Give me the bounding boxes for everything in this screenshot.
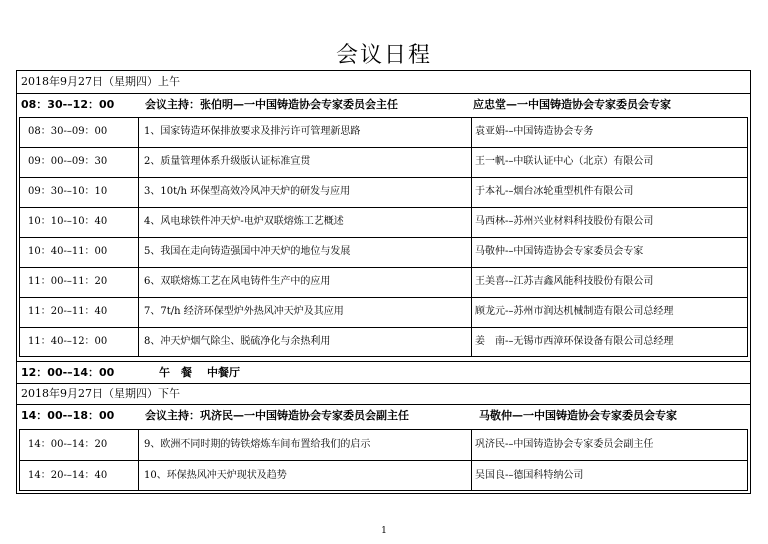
schedule-frame [16,70,751,494]
divider [17,93,750,94]
morning-table [19,117,748,357]
lunch-label: 午 餐 [159,366,192,379]
morning-cohost: 应忠堂—一中国铸造协会专家委员会专家 [473,98,671,111]
row-speaker: 王美喜-–江苏吉鑫风能科技股份有限公司 [475,276,654,287]
row-time: 10：10-–10：40 [28,216,108,227]
afternoon-date: 2018年9月27日（星期四）下午 [21,387,180,400]
divider [17,361,750,362]
lunch-time: 12：00-–14：00 [21,366,115,379]
row-topic: 4、风电球铁件冲天炉-电炉双联熔炼工艺概述 [144,216,344,227]
row-time: 09：00-–09：30 [28,156,108,167]
row-time: 10：40-–11：00 [28,246,108,257]
row-speaker: 袁亚娟-–中国铸造协会专务 [475,126,594,137]
row-topic: 6、双联熔炼工艺在风电铸件生产中的应用 [144,276,331,287]
afternoon-table [19,429,748,491]
row-topic: 7、7t/h 经济环保型炉外热风冲天炉及其应用 [144,306,344,317]
row-speaker: 王一帆-–中联认证中心（北京）有限公司 [475,156,654,167]
row-speaker: 于本礼-–烟台冰轮重型机件有限公司 [475,186,634,197]
afternoon-cohost: 马敬仲—一中国铸造协会专家委员会专家 [479,409,677,422]
lunch-place: 中餐厅 [207,366,240,379]
row-topic: 8、冲天炉烟气除尘、脱硫净化与余热利用 [144,336,331,347]
morning-host: 会议主持：张伯明—一中国铸造协会专家委员会主任 [145,98,398,111]
row-divider [20,207,747,208]
row-time: 09：30-–10：10 [28,186,108,197]
row-speaker: 巩济民-–中国铸造协会专家委员会副主任 [475,439,654,450]
row-topic: 3、10t/h 环保型高效冷风冲天炉的研发与应用 [144,186,351,197]
afternoon-host: 会议主持：巩济民—一中国铸造协会专家委员会副主任 [145,409,409,422]
row-speaker: 姜 南-–无锡市西漳环保设备有限公司总经理 [475,336,674,347]
morning-date: 2018年9月27日（星期四）上午 [21,75,180,88]
row-time: 14：00-–14：20 [28,439,108,450]
row-divider [20,297,747,298]
page-number: 1 [381,526,387,536]
row-time: 14：20-–14：40 [28,470,108,481]
morning-session-time: 08：30-–12：00 [21,98,115,111]
divider [17,404,750,405]
row-topic: 1、国家铸造环保排放要求及排污许可管理新思路 [144,126,361,137]
row-time: 11：20-–11：40 [28,306,108,317]
row-divider [20,237,747,238]
page-title: 会议日程 [335,43,432,68]
row-speaker: 顾龙元-–苏州市润达机械制造有限公司总经理 [475,306,674,317]
row-topic: 2、质量管理体系升级版认证标准宣贯 [144,156,311,167]
row-topic: 5、我国在走向铸造强国中冲天炉的地位与发展 [144,246,351,257]
row-time: 11：00-–11：20 [28,276,108,287]
row-speaker: 马敬仲-–中国铸造协会专家委员会专家 [475,246,644,257]
afternoon-session-time: 14：00-–18：00 [21,409,115,422]
row-speaker: 吴国良-–德国科特纳公司 [475,470,584,481]
row-divider [20,267,747,268]
row-topic: 10、环保热风冲天炉现状及趋势 [144,470,287,481]
row-speaker: 马西林-–苏州兴业材料科技股份有限公司 [475,216,654,227]
row-divider [20,460,747,461]
row-divider [20,327,747,328]
row-topic: 9、欧洲不同时期的铸铁熔炼车间布置给我们的启示 [144,439,371,450]
divider [17,383,750,384]
row-divider [20,147,747,148]
row-time: 11：40-–12：00 [28,336,108,347]
row-divider [20,177,747,178]
row-time: 08：30-–09：00 [28,126,108,137]
